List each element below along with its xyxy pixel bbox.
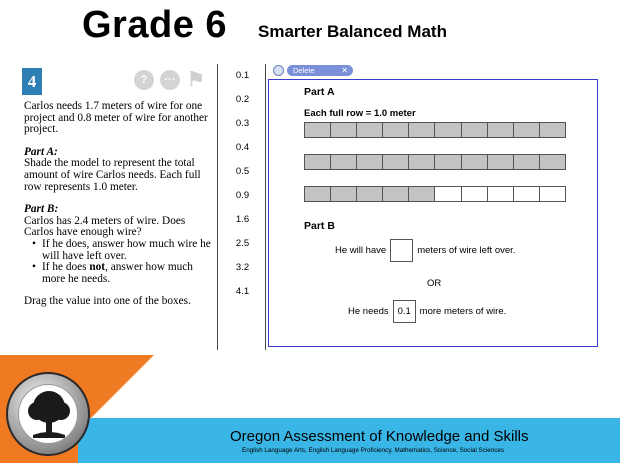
row-label: Each full row = 1.0 meter bbox=[304, 108, 416, 119]
answer-tile[interactable]: 0.1 bbox=[235, 70, 250, 81]
oaks-logo bbox=[6, 372, 90, 456]
flag-icon[interactable]: ⚑ bbox=[187, 69, 205, 91]
shade-cell[interactable] bbox=[331, 155, 357, 169]
page-title: Grade 6 bbox=[82, 4, 228, 46]
part-a-text: Shade the model to represent the total amount of wire Carlos needs. Each full row represents 1.0 meter. bbox=[24, 157, 201, 193]
needs-more-sentence bbox=[348, 300, 506, 323]
shade-cell[interactable] bbox=[462, 123, 488, 137]
shade-cell[interactable] bbox=[383, 123, 409, 137]
footer-title: Oregon Assessment of Knowledge and Skills bbox=[230, 428, 529, 445]
shade-cell[interactable] bbox=[331, 187, 357, 201]
needs-more-drop-box[interactable]: 0.1 bbox=[393, 300, 416, 323]
answer-tile[interactable]: 0.5 bbox=[235, 166, 250, 177]
shade-cell[interactable] bbox=[435, 155, 461, 169]
answer-tile[interactable]: 0.9 bbox=[235, 190, 250, 201]
answer-tile[interactable]: 3.2 bbox=[235, 262, 250, 273]
answer-tile-bank bbox=[217, 64, 266, 350]
answer-tile[interactable]: 0.2 bbox=[235, 94, 250, 105]
shade-cell[interactable] bbox=[488, 123, 514, 137]
shade-cell[interactable] bbox=[305, 155, 331, 169]
footer-subtitle: English Language Arts, English Language Proficiency, Mathematics, Science, Social Sciences bbox=[242, 447, 505, 454]
shade-cell[interactable] bbox=[435, 187, 461, 201]
left-over-drop-box[interactable] bbox=[390, 239, 413, 262]
bullet-item bbox=[32, 262, 216, 285]
shade-cell[interactable] bbox=[357, 155, 383, 169]
question-number-badge: 4 bbox=[22, 68, 42, 95]
part-a-label: Part A bbox=[304, 86, 335, 98]
shade-cell[interactable] bbox=[383, 187, 409, 201]
shade-cell[interactable] bbox=[383, 155, 409, 169]
shade-cell[interactable] bbox=[488, 187, 514, 201]
comment-icon[interactable]: ··· bbox=[160, 70, 180, 90]
question-intro: Carlos needs 1.7 meters of wire for one project and 0.8 meter of wire for another project. bbox=[24, 100, 208, 136]
part-b-label: Part B bbox=[304, 220, 335, 232]
bullet-2-text-bold: not bbox=[89, 261, 106, 274]
shade-cell[interactable] bbox=[305, 187, 331, 201]
answer-tile[interactable]: 2.5 bbox=[235, 238, 250, 249]
shade-cell[interactable] bbox=[409, 155, 435, 169]
answer-tile[interactable]: 0.3 bbox=[235, 118, 250, 129]
shade-cell[interactable] bbox=[357, 187, 383, 201]
bullet-1-text: If he does, answer how much wire he will have left over. bbox=[42, 237, 211, 262]
part-a-heading: Part A: bbox=[24, 145, 58, 158]
shade-cell[interactable] bbox=[540, 155, 565, 169]
page-subtitle: Smarter Balanced Math bbox=[258, 22, 447, 41]
shade-cell[interactable] bbox=[409, 123, 435, 137]
shade-model-row bbox=[304, 186, 566, 202]
footer-orange-wedge bbox=[90, 355, 154, 419]
shade-cell[interactable] bbox=[514, 187, 540, 201]
answer-tile[interactable]: 4.1 bbox=[235, 286, 250, 297]
sentence-1-pre: He will have bbox=[335, 245, 387, 256]
shade-cell[interactable] bbox=[435, 123, 461, 137]
question-text bbox=[24, 101, 216, 319]
shade-cell[interactable] bbox=[462, 155, 488, 169]
shade-cell[interactable] bbox=[514, 155, 540, 169]
shade-cell[interactable] bbox=[488, 155, 514, 169]
delete-label: Delete bbox=[293, 66, 315, 75]
left-over-sentence bbox=[335, 239, 515, 262]
bullet-2-text-pre: If he does bbox=[42, 261, 90, 274]
question-tools bbox=[134, 70, 206, 90]
part-b-text: Carlos has 2.4 meters of wire. Does Carlos have enough wire? bbox=[24, 214, 186, 239]
help-icon[interactable]: ? bbox=[134, 70, 154, 90]
tool-toggle-button[interactable] bbox=[273, 65, 284, 76]
shade-model-row bbox=[304, 122, 566, 138]
shade-model-row bbox=[304, 154, 566, 170]
shade-cell[interactable] bbox=[331, 123, 357, 137]
answer-tile[interactable]: 1.6 bbox=[235, 214, 250, 225]
shade-cell[interactable] bbox=[462, 187, 488, 201]
close-icon[interactable]: ✕ bbox=[341, 66, 348, 75]
sentence-1-post: meters of wire left over. bbox=[417, 245, 516, 256]
shade-cell[interactable] bbox=[409, 187, 435, 201]
part-b-heading: Part B: bbox=[24, 203, 59, 216]
sentence-2-post: more meters of wire. bbox=[419, 306, 507, 317]
bullet-2-text-post: , answer how much more he needs. bbox=[42, 261, 193, 285]
shade-cell[interactable] bbox=[305, 123, 331, 137]
sentence-2-pre: He needs bbox=[348, 306, 389, 317]
delete-button[interactable] bbox=[287, 65, 353, 76]
bullet-item bbox=[32, 239, 216, 262]
tree-icon bbox=[18, 384, 78, 444]
shade-cell[interactable] bbox=[540, 123, 565, 137]
part-b-bullets bbox=[32, 239, 216, 285]
answer-tile[interactable]: 0.4 bbox=[235, 142, 250, 153]
answer-panel bbox=[268, 79, 598, 347]
or-label: OR bbox=[427, 278, 442, 289]
drag-instruction: Drag the value into one of the boxes. bbox=[24, 295, 191, 308]
shade-cell[interactable] bbox=[514, 123, 540, 137]
shade-cell[interactable] bbox=[540, 187, 565, 201]
shade-cell[interactable] bbox=[357, 123, 383, 137]
